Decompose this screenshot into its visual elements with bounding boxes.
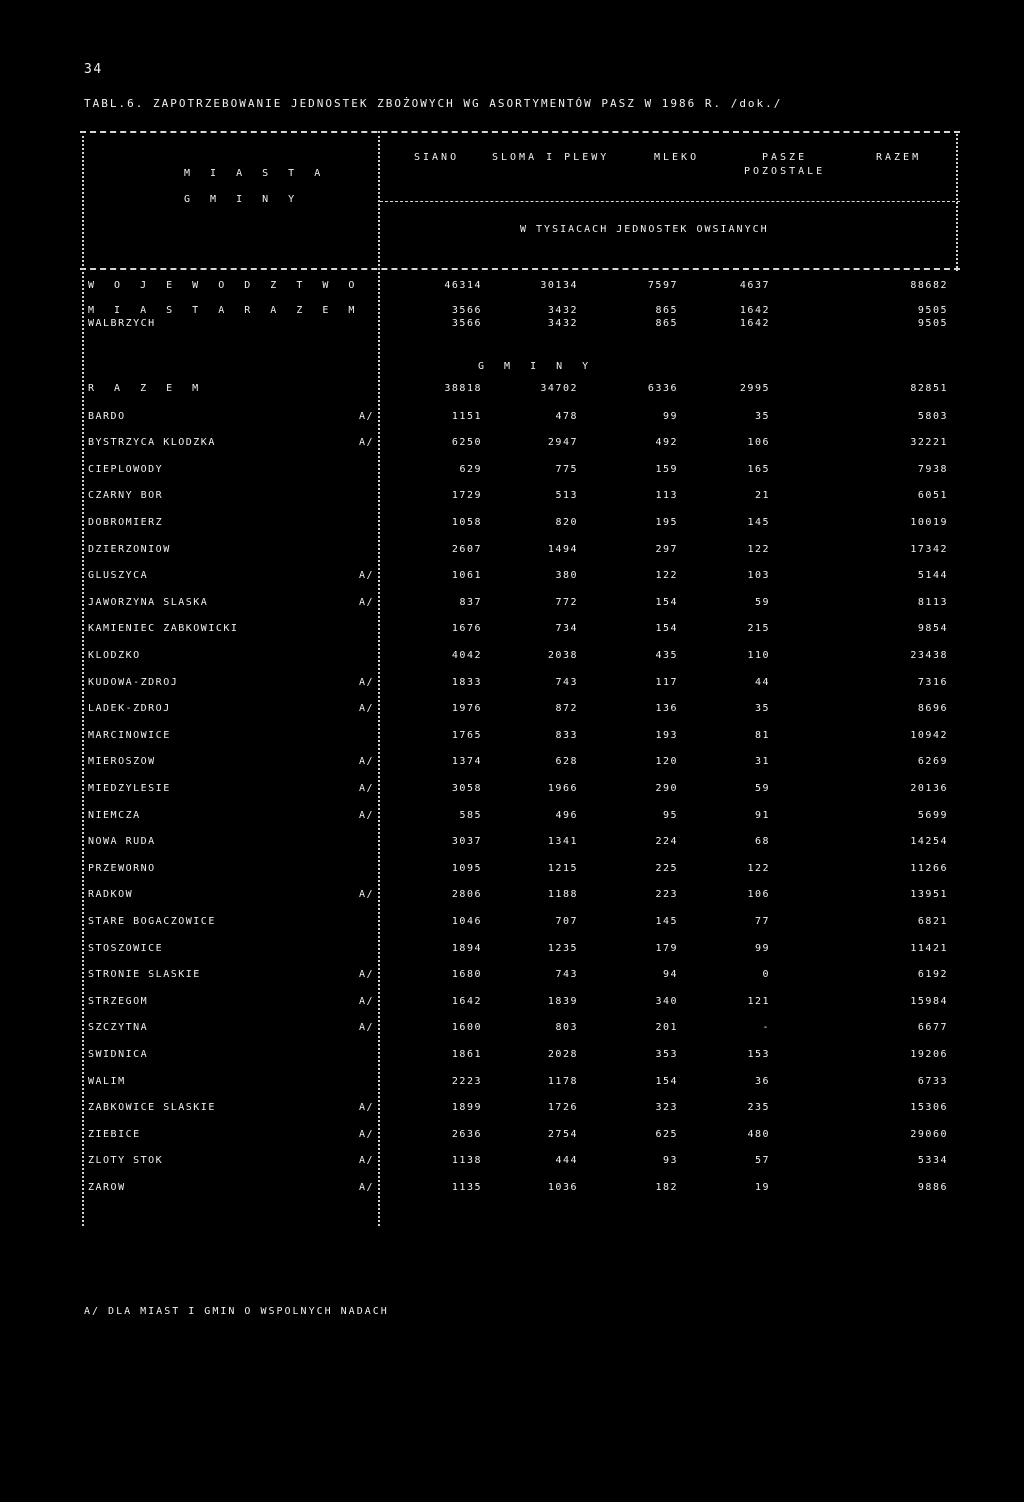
row-label: STRONIE SLASKIE: [88, 969, 201, 980]
mleko-value: 340: [655, 996, 678, 1007]
sloma-plewy-value: 380: [555, 570, 578, 581]
mleko-value: 145: [655, 916, 678, 927]
siano-value: 629: [459, 464, 482, 475]
siano-value: 1861: [451, 1049, 482, 1060]
row-flag: A/: [358, 437, 374, 448]
razem-value: 19206: [910, 1049, 948, 1060]
sloma-plewy-value: 743: [555, 969, 578, 980]
mleko-value: 865: [655, 318, 678, 329]
razem-value: 10019: [910, 517, 948, 528]
table-title: TABL.6. ZAPOTRZEBOWANIE JEDNOSTEK ZBOŻOWYCH WG ASORTYMENTÓW PASZ W 1986 R. /dok./: [84, 97, 783, 110]
row-label: DOBROMIERZ: [88, 517, 164, 528]
row-label: WALIM: [88, 1076, 126, 1087]
siano-value: 4042: [451, 650, 482, 661]
row-label: STARE BOGACZOWICE: [88, 916, 216, 927]
razem-value: 32221: [910, 437, 948, 448]
mleko-value: 290: [655, 783, 678, 794]
pasze-value: 35: [754, 411, 770, 422]
row-label-walbrzych: WALBRZYCH: [88, 318, 156, 329]
header-gminy: G M I N Y: [184, 194, 302, 205]
siano-value: 1046: [451, 916, 482, 927]
row-label: KLODZKO: [88, 650, 141, 661]
pasze-value: 99: [754, 943, 770, 954]
mleko-value: 435: [655, 650, 678, 661]
pasze-value: 21: [754, 490, 770, 501]
razem-value: 13951: [910, 889, 948, 900]
pasze-value: 106: [747, 437, 770, 448]
row-label: ZLOTY STOK: [88, 1155, 164, 1166]
siano-value: 1135: [451, 1182, 482, 1193]
razem-value: 6192: [917, 969, 948, 980]
row-label-wojewodztwo: W O J E W O D Z T W O: [88, 280, 362, 291]
pasze-value: 145: [747, 517, 770, 528]
row-flag: A/: [358, 756, 374, 767]
pasze-value: 103: [747, 570, 770, 581]
pasze-value: 31: [754, 756, 770, 767]
siano-value: 3566: [451, 318, 482, 329]
siano-value: 1765: [451, 730, 482, 741]
sloma-plewy-value: 1966: [547, 783, 578, 794]
razem-value: 8696: [917, 703, 948, 714]
razem-value: 6733: [917, 1076, 948, 1087]
pasze-value: 165: [747, 464, 770, 475]
header-razem: RAZEM: [876, 152, 922, 163]
pasze-value: 1642: [739, 318, 770, 329]
row-flag: A/: [358, 889, 374, 900]
pasze-value: 480: [747, 1129, 770, 1140]
header-pozostale: POZOSTALE: [744, 166, 826, 177]
razem-value: 11421: [910, 943, 948, 954]
pasze-value: 77: [754, 916, 770, 927]
siano-value: 1680: [451, 969, 482, 980]
pasze-value: 36: [754, 1076, 770, 1087]
sloma-plewy-value: 734: [555, 623, 578, 634]
siano-value: 2806: [451, 889, 482, 900]
siano-value: 1061: [451, 570, 482, 581]
pasze-value: 68: [754, 836, 770, 847]
pasze-value: 19: [754, 1182, 770, 1193]
row-flag: A/: [358, 1022, 374, 1033]
siano-value: 1600: [451, 1022, 482, 1033]
pasze-value: 106: [747, 889, 770, 900]
row-label: SZCZYTNA: [88, 1022, 149, 1033]
razem-value: 5144: [917, 570, 948, 581]
razem-value: 23438: [910, 650, 948, 661]
pasze-value: 1642: [739, 305, 770, 316]
row-flag: A/: [358, 597, 374, 608]
sloma-plewy-value: 833: [555, 730, 578, 741]
header-sloma-plewy: SLOMA I PLEWY: [492, 152, 610, 163]
mleko-value: 154: [655, 597, 678, 608]
header-siano: SIANO: [414, 152, 460, 163]
siano-value: 3566: [451, 305, 482, 316]
razem-value: 7938: [917, 464, 948, 475]
pasze-value: 122: [747, 863, 770, 874]
sloma-plewy-value: 1726: [547, 1102, 578, 1113]
siano-value: 1729: [451, 490, 482, 501]
sloma-plewy-value: 1494: [547, 544, 578, 555]
footnote: A/ DLA MIAST I GMIN O WSPOLNYCH NADACH: [84, 1306, 389, 1317]
pasze-value: 57: [754, 1155, 770, 1166]
razem-value: 9854: [917, 623, 948, 634]
row-flag: A/: [358, 1155, 374, 1166]
siano-value: 1899: [451, 1102, 482, 1113]
sloma-plewy-value: 2028: [547, 1049, 578, 1060]
row-label: SWIDNICA: [88, 1049, 149, 1060]
sloma-plewy-value: 772: [555, 597, 578, 608]
mleko-value: 201: [655, 1022, 678, 1033]
razem-value: 6051: [917, 490, 948, 501]
row-label: GLUSZYCA: [88, 570, 149, 581]
siano-value: 585: [459, 810, 482, 821]
sloma-plewy-value: 34702: [540, 383, 578, 394]
pasze-value: 4637: [739, 280, 770, 291]
top-rule: [80, 131, 960, 133]
mleko-value: 297: [655, 544, 678, 555]
mleko-value: 6336: [647, 383, 678, 394]
mleko-value: 224: [655, 836, 678, 847]
sloma-plewy-value: 496: [555, 810, 578, 821]
razem-value: 5803: [917, 411, 948, 422]
sloma-plewy-value: 1839: [547, 996, 578, 1007]
mleko-value: 122: [655, 570, 678, 581]
razem-value: 9886: [917, 1182, 948, 1193]
sloma-plewy-value: 820: [555, 517, 578, 528]
sloma-plewy-value: 1188: [547, 889, 578, 900]
razem-value: 11266: [910, 863, 948, 874]
sloma-plewy-value: 1341: [547, 836, 578, 847]
page-number: 34: [84, 62, 103, 77]
row-flag: A/: [358, 1102, 374, 1113]
row-label: RADKOW: [88, 889, 134, 900]
razem-value: 8113: [917, 597, 948, 608]
row-label: R A Z E M: [88, 383, 206, 394]
pasze-value: 110: [747, 650, 770, 661]
razem-value: 29060: [910, 1129, 948, 1140]
pasze-value: 121: [747, 996, 770, 1007]
pasze-value: 44: [754, 677, 770, 688]
sloma-plewy-value: 775: [555, 464, 578, 475]
mleko-value: 159: [655, 464, 678, 475]
row-label: NOWA RUDA: [88, 836, 156, 847]
siano-value: 2223: [451, 1076, 482, 1087]
pasze-value: 235: [747, 1102, 770, 1113]
razem-value: 5334: [917, 1155, 948, 1166]
razem-value: 6821: [917, 916, 948, 927]
sloma-plewy-value: 872: [555, 703, 578, 714]
row-label: BARDO: [88, 411, 126, 422]
siano-value: 6250: [451, 437, 482, 448]
razem-value: 14254: [910, 836, 948, 847]
row-flag: A/: [358, 703, 374, 714]
row-flag: A/: [358, 1182, 374, 1193]
pasze-value: 0: [762, 969, 770, 980]
row-label: ZABKOWICE SLASKIE: [88, 1102, 216, 1113]
row-label: ZIEBICE: [88, 1129, 141, 1140]
row-label: CZARNY BOR: [88, 490, 164, 501]
header-pasze: PASZE: [762, 152, 808, 163]
mleko-value: 193: [655, 730, 678, 741]
razem-value: 15984: [910, 996, 948, 1007]
row-flag: A/: [358, 677, 374, 688]
mleko-value: 94: [662, 969, 678, 980]
row-label: KUDOWA-ZDROJ: [88, 677, 179, 688]
siano-value: 1976: [451, 703, 482, 714]
mleko-value: 492: [655, 437, 678, 448]
siano-value: 1676: [451, 623, 482, 634]
pasze-value: -: [762, 1022, 770, 1033]
sloma-plewy-value: 2038: [547, 650, 578, 661]
mleko-value: 182: [655, 1182, 678, 1193]
siano-value: 1894: [451, 943, 482, 954]
sloma-plewy-value: 478: [555, 411, 578, 422]
siano-value: 1138: [451, 1155, 482, 1166]
razem-value: 15306: [910, 1102, 948, 1113]
row-flag: A/: [358, 810, 374, 821]
mleko-value: 179: [655, 943, 678, 954]
row-label: MIEDZYLESIE: [88, 783, 171, 794]
razem-value: 82851: [910, 383, 948, 394]
mleko-value: 136: [655, 703, 678, 714]
mleko-value: 225: [655, 863, 678, 874]
siano-value: 2607: [451, 544, 482, 555]
siano-value: 1151: [451, 411, 482, 422]
razem-value: 88682: [910, 280, 948, 291]
siano-value: 1833: [451, 677, 482, 688]
row-label: MIEROSZOW: [88, 756, 156, 767]
sloma-plewy-value: 628: [555, 756, 578, 767]
gminy-section-label: G M I N Y: [478, 361, 596, 372]
mleko-value: 120: [655, 756, 678, 767]
unit-label: W TYSIACACH JEDNOSTEK OWSIANYCH: [520, 224, 769, 235]
row-label: NIEMCZA: [88, 810, 141, 821]
mleko-value: 7597: [647, 280, 678, 291]
pasze-value: 81: [754, 730, 770, 741]
header-mleko: MLEKO: [654, 152, 700, 163]
razem-value: 10942: [910, 730, 948, 741]
razem-value: 17342: [910, 544, 948, 555]
pasze-value: 35: [754, 703, 770, 714]
razem-value: 20136: [910, 783, 948, 794]
row-label: STRZEGOM: [88, 996, 149, 1007]
mleko-value: 195: [655, 517, 678, 528]
row-label: LADEK-ZDROJ: [88, 703, 171, 714]
razem-value: 6269: [917, 756, 948, 767]
sloma-plewy-value: 743: [555, 677, 578, 688]
sloma-plewy-value: 1235: [547, 943, 578, 954]
siano-value: 38818: [444, 383, 482, 394]
row-flag: A/: [358, 1129, 374, 1140]
column-divider: [378, 131, 380, 1226]
siano-value: 3058: [451, 783, 482, 794]
row-flag: A/: [358, 411, 374, 422]
mleko-value: 353: [655, 1049, 678, 1060]
siano-value: 3037: [451, 836, 482, 847]
mleko-value: 625: [655, 1129, 678, 1140]
razem-value: 9505: [917, 318, 948, 329]
pasze-value: 59: [754, 597, 770, 608]
mleko-value: 93: [662, 1155, 678, 1166]
row-label: ZAROW: [88, 1182, 126, 1193]
row-label: STOSZOWICE: [88, 943, 164, 954]
siano-value: 1642: [451, 996, 482, 1007]
pasze-value: 2995: [739, 383, 770, 394]
sloma-plewy-value: 513: [555, 490, 578, 501]
siano-value: 837: [459, 597, 482, 608]
pasze-value: 153: [747, 1049, 770, 1060]
siano-value: 1058: [451, 517, 482, 528]
razem-value: 7316: [917, 677, 948, 688]
row-label-miasta-razem: M I A S T A R A Z E M: [88, 305, 362, 316]
row-label: JAWORZYNA SLASKA: [88, 597, 209, 608]
header-bottom-rule: [80, 268, 960, 270]
razem-value: 6677: [917, 1022, 948, 1033]
header-miasta: M I A S T A: [184, 168, 328, 179]
sloma-plewy-value: 2947: [547, 437, 578, 448]
mleko-value: 323: [655, 1102, 678, 1113]
mleko-value: 117: [655, 677, 678, 688]
pasze-value: 122: [747, 544, 770, 555]
sloma-plewy-value: 3432: [547, 318, 578, 329]
row-flag: A/: [358, 783, 374, 794]
sloma-plewy-value: 30134: [540, 280, 578, 291]
mleko-value: 99: [662, 411, 678, 422]
mleko-value: 223: [655, 889, 678, 900]
pasze-value: 91: [754, 810, 770, 821]
sloma-plewy-value: 1178: [547, 1076, 578, 1087]
mleko-value: 95: [662, 810, 678, 821]
row-label: PRZEWORNO: [88, 863, 156, 874]
mleko-value: 865: [655, 305, 678, 316]
row-label: BYSTRZYCA KLODZKA: [88, 437, 216, 448]
row-label: MARCINOWICE: [88, 730, 171, 741]
pasze-value: 215: [747, 623, 770, 634]
razem-value: 9505: [917, 305, 948, 316]
siano-value: 2636: [451, 1129, 482, 1140]
razem-value: 5699: [917, 810, 948, 821]
header-sub-rule: [380, 201, 960, 202]
sloma-plewy-value: 1036: [547, 1182, 578, 1193]
row-label: KAMIENIEC ZABKOWICKI: [88, 623, 239, 634]
pasze-value: 59: [754, 783, 770, 794]
sloma-plewy-value: 2754: [547, 1129, 578, 1140]
siano-value: 1374: [451, 756, 482, 767]
row-flag: A/: [358, 996, 374, 1007]
siano-value: 46314: [444, 280, 482, 291]
sloma-plewy-value: 444: [555, 1155, 578, 1166]
sloma-plewy-value: 803: [555, 1022, 578, 1033]
row-flag: A/: [358, 570, 374, 581]
left-border: [82, 131, 84, 1226]
siano-value: 1095: [451, 863, 482, 874]
row-label: DZIERZONIOW: [88, 544, 171, 555]
right-border: [956, 131, 958, 271]
mleko-value: 154: [655, 623, 678, 634]
mleko-value: 154: [655, 1076, 678, 1087]
sloma-plewy-value: 707: [555, 916, 578, 927]
sloma-plewy-value: 3432: [547, 305, 578, 316]
mleko-value: 113: [655, 490, 678, 501]
row-flag: A/: [358, 969, 374, 980]
row-label: CIEPLOWODY: [88, 464, 164, 475]
sloma-plewy-value: 1215: [547, 863, 578, 874]
